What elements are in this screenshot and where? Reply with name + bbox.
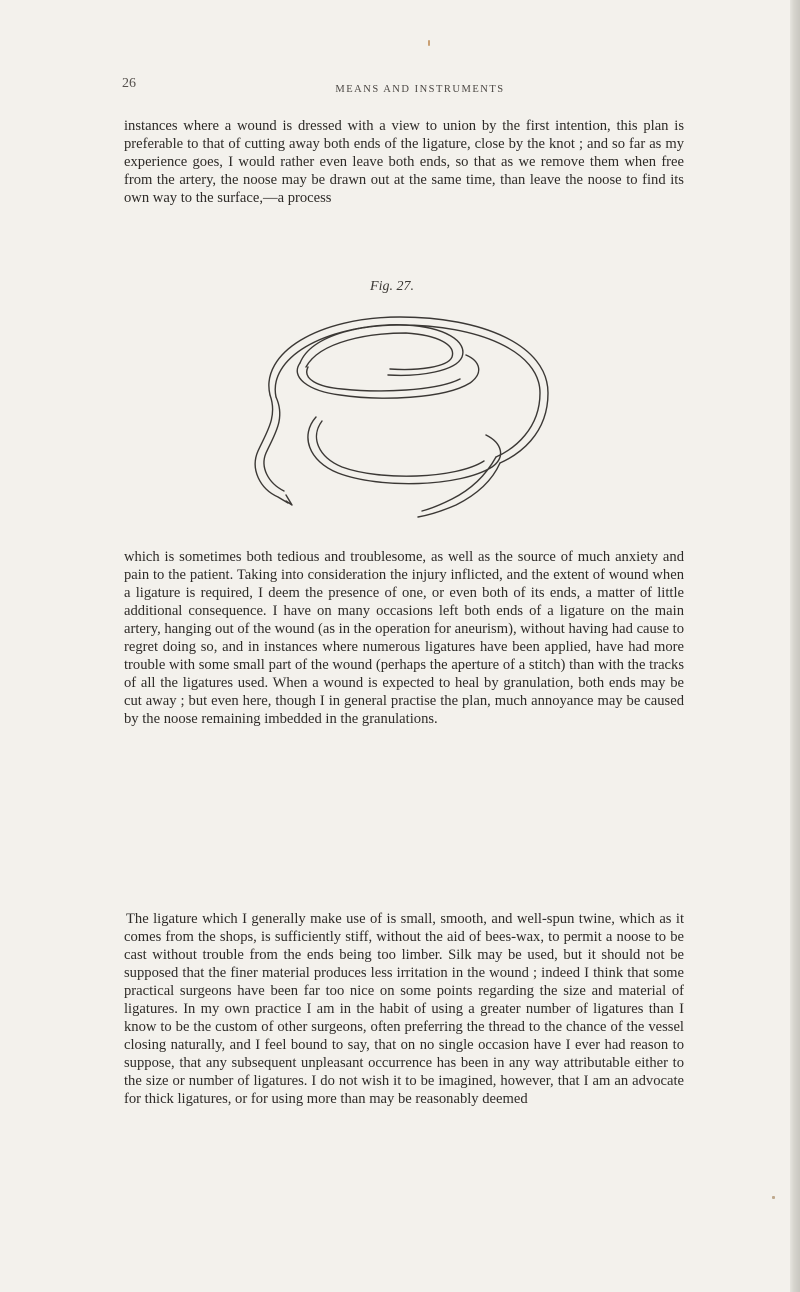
paragraph-3: The ligature which I generally make use of is small, smooth, and well-spun twine, which as it comes from the shops, is sufficiently stiff, without the aid of bees-wax, to permit a noose to be cast without trouble from the ends being too limber. Silk may be used, but it should not be supposed that the finer material produces less irritation in the wound ; indeed I think that some practical surgeons have been far too nice on some points regarding the size and material of ligatures. In my own practice I am in the habit of using a greater number of ligatures than I know to be the custom of other surgeons, often preferring the thread to the chance of the vessel closing naturally, and I feel bound to say, that on no single occasion have I ever had reason to suppose, that any subsequent unpleasant occurrence has been in any way attributable either to the size or number of ligatures. I do not wish it to be imagined, however, that I am an advocate for thick ligatures, or for using more than may be reasonably deemed: [124, 911, 684, 1107]
inner-loop-bottom: [297, 355, 478, 398]
lower-loop-edge: [316, 421, 484, 476]
lower-loop: [308, 417, 501, 484]
left-strand: [255, 395, 288, 503]
page-edge: [790, 0, 800, 1292]
paragraph-1: instances where a wound is dressed with a view to union by the first intention, this plan is preferable to that of cutting away both ends of the ligature, close by the knot ; and so far as my experience goes, I would rather even leave both ends, so that as we remove them when free from the artery, the noose may be drawn out at the same time, than leave the noose to find its own way to the surface,—a process: [124, 118, 684, 206]
paper-speck: [772, 1196, 775, 1199]
left-strand-end: [286, 495, 292, 505]
figure-caption: Fig. 27.: [370, 279, 414, 294]
ligature-knot-illustration: [230, 305, 570, 520]
paper-speck: [428, 40, 430, 46]
inner-loop-bottom-edge: [307, 367, 460, 391]
left-strand-edge: [264, 397, 284, 491]
running-head: MEANS AND INSTRUMENTS: [335, 84, 505, 95]
page-number: 26: [122, 76, 136, 91]
paragraph-2: which is sometimes both tedious and troublesome, as well as the source of much anxiety and pain to the patient. Taking into consideration the injury inflicted, and the extent of wound when a ligature is required, I deem the presence of one, or even both of its ends, a matter of little additional consequence. I have on many occasions left both ends of a ligature on the main artery, hanging out of the wound (as in the operation for aneurism), without having had cause to regret doing so, and in instances where numerous ligatures have been applied, have had more trouble with some small part of the wound (perhaps the aperture of a stitch) than with the tracks of all the ligatures used. When a wound is expected to heal by granulation, both ends may be cut away ; but even here, though I in general practise the plan, much annoyance may be caused by the noose remaining imbedded in the granulations.: [124, 549, 684, 727]
figure-ligature-knot: [230, 305, 570, 520]
